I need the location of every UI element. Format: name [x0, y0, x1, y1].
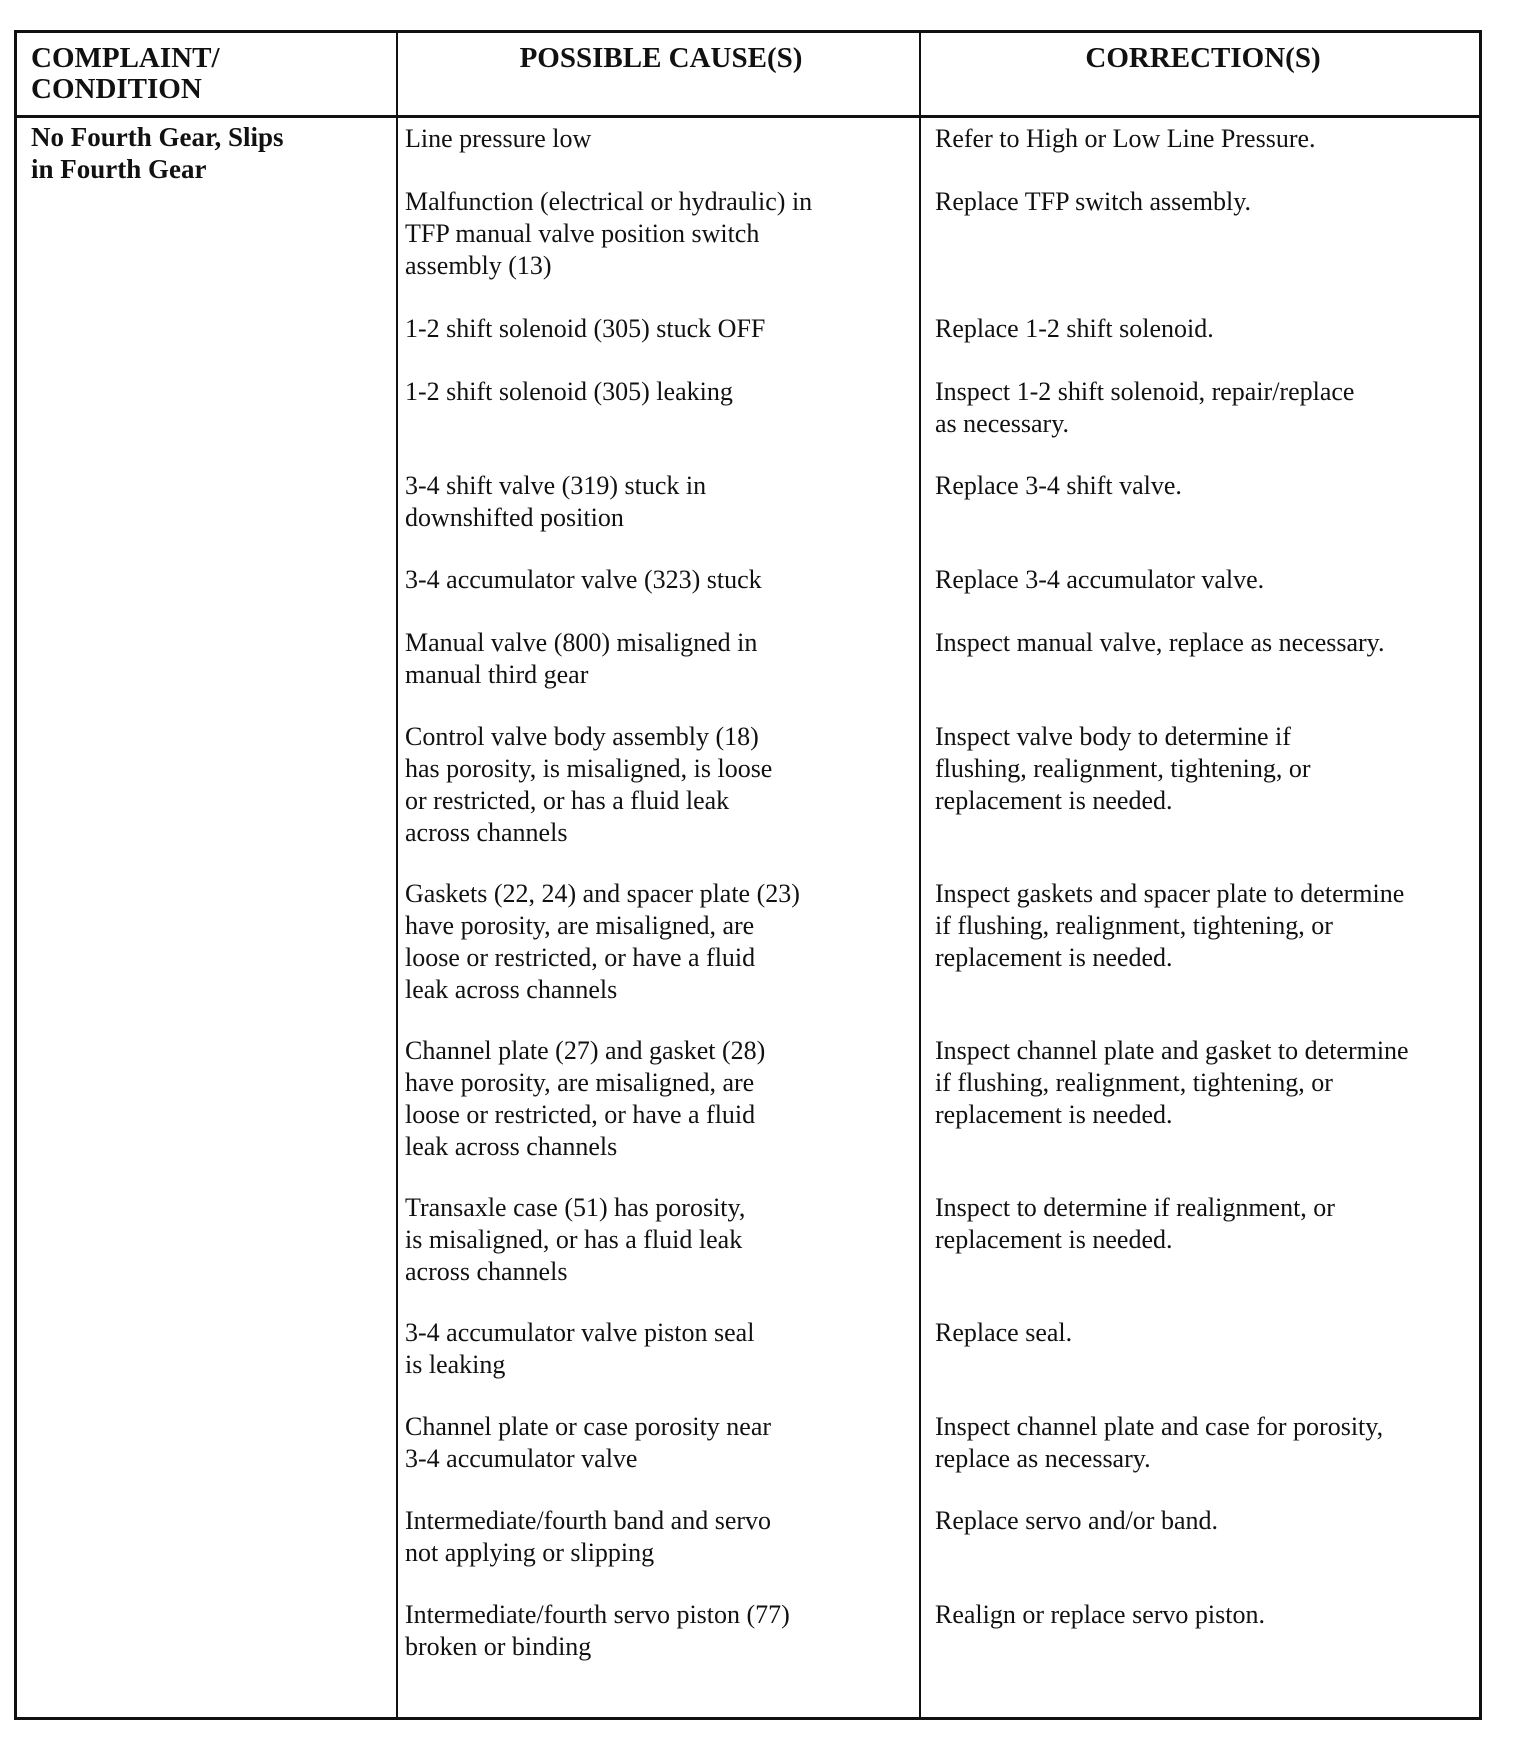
- correction-cell: Realign or replace servo piston.: [935, 1600, 1265, 1629]
- correction-cell: Replace seal.: [935, 1318, 1073, 1347]
- possible-cause-cell: 1-2 shift solenoid (305) leaking: [405, 377, 733, 406]
- complaint-condition: No Fourth Gear, Slips in Fourth Gear: [31, 122, 284, 184]
- correction-cell: Inspect valve body to determine if flushing, realignment, tightening, or replacement is needed.: [935, 722, 1311, 815]
- possible-cause-cell: 3-4 accumulator valve piston seal is leaking: [405, 1318, 755, 1379]
- troubleshooting-table: [14, 30, 1482, 1720]
- possible-cause-cell: Line pressure low: [405, 124, 592, 153]
- possible-cause-cell: Gaskets (22, 24) and spacer plate (23) have porosity, are misaligned, are loose or restricted, or have a fluid leak across channels: [405, 879, 800, 1004]
- correction-cell: Inspect channel plate and case for porosity, replace as necessary.: [935, 1412, 1384, 1473]
- column-divider-1: [396, 33, 398, 1717]
- possible-cause-cell: Intermediate/fourth band and servo not applying or slipping: [405, 1506, 772, 1567]
- header-possible-cause: POSSIBLE CAUSE(S): [519, 42, 803, 74]
- correction-cell: Replace 3-4 shift valve.: [935, 471, 1182, 500]
- possible-cause-cell: Channel plate (27) and gasket (28) have porosity, are misaligned, are loose or restricted, or have a fluid leak across channels: [405, 1036, 766, 1161]
- correction-cell: Inspect 1-2 shift solenoid, repair/replace as necessary.: [935, 377, 1355, 438]
- correction-cell: Replace 1-2 shift solenoid.: [935, 314, 1214, 343]
- possible-cause-cell: Channel plate or case porosity near 3-4 accumulator valve: [405, 1412, 772, 1473]
- possible-cause-cell: Malfunction (electrical or hydraulic) in TFP manual valve position switch assembly (13): [405, 187, 813, 280]
- header-correction: CORRECTION(S): [1085, 42, 1321, 74]
- correction-cell: Replace servo and/or band.: [935, 1506, 1219, 1535]
- correction-cell: Refer to High or Low Line Pressure.: [935, 124, 1316, 153]
- correction-cell: Replace TFP switch assembly.: [935, 187, 1252, 216]
- possible-cause-cell: Manual valve (800) misaligned in manual third gear: [405, 628, 758, 689]
- possible-cause-cell: Intermediate/fourth servo piston (77) broken or binding: [405, 1600, 790, 1661]
- correction-cell: Inspect gaskets and spacer plate to determine if flushing, realignment, tightening, or replacement is needed.: [935, 879, 1405, 972]
- correction-cell: Replace 3-4 accumulator valve.: [935, 565, 1265, 594]
- possible-cause-cell: 3-4 shift valve (319) stuck in downshifted position: [405, 471, 707, 532]
- header-complaint: COMPLAINT/ CONDITION: [31, 42, 220, 105]
- correction-cell: Inspect manual valve, replace as necessary.: [935, 628, 1385, 657]
- possible-cause-cell: 3-4 accumulator valve (323) stuck: [405, 565, 762, 594]
- possible-cause-cell: 1-2 shift solenoid (305) stuck OFF: [405, 314, 766, 343]
- possible-cause-cell: Control valve body assembly (18) has porosity, is misaligned, is loose or restricted, or has a fluid leak across channels: [405, 722, 773, 847]
- column-divider-2: [919, 33, 921, 1717]
- correction-cell: Inspect to determine if realignment, or replacement is needed.: [935, 1193, 1335, 1254]
- correction-cell: Inspect channel plate and gasket to determine if flushing, realignment, tightening, or replacement is needed.: [935, 1036, 1409, 1129]
- possible-cause-cell: Transaxle case (51) has porosity, is misaligned, or has a fluid leak across channels: [405, 1193, 746, 1286]
